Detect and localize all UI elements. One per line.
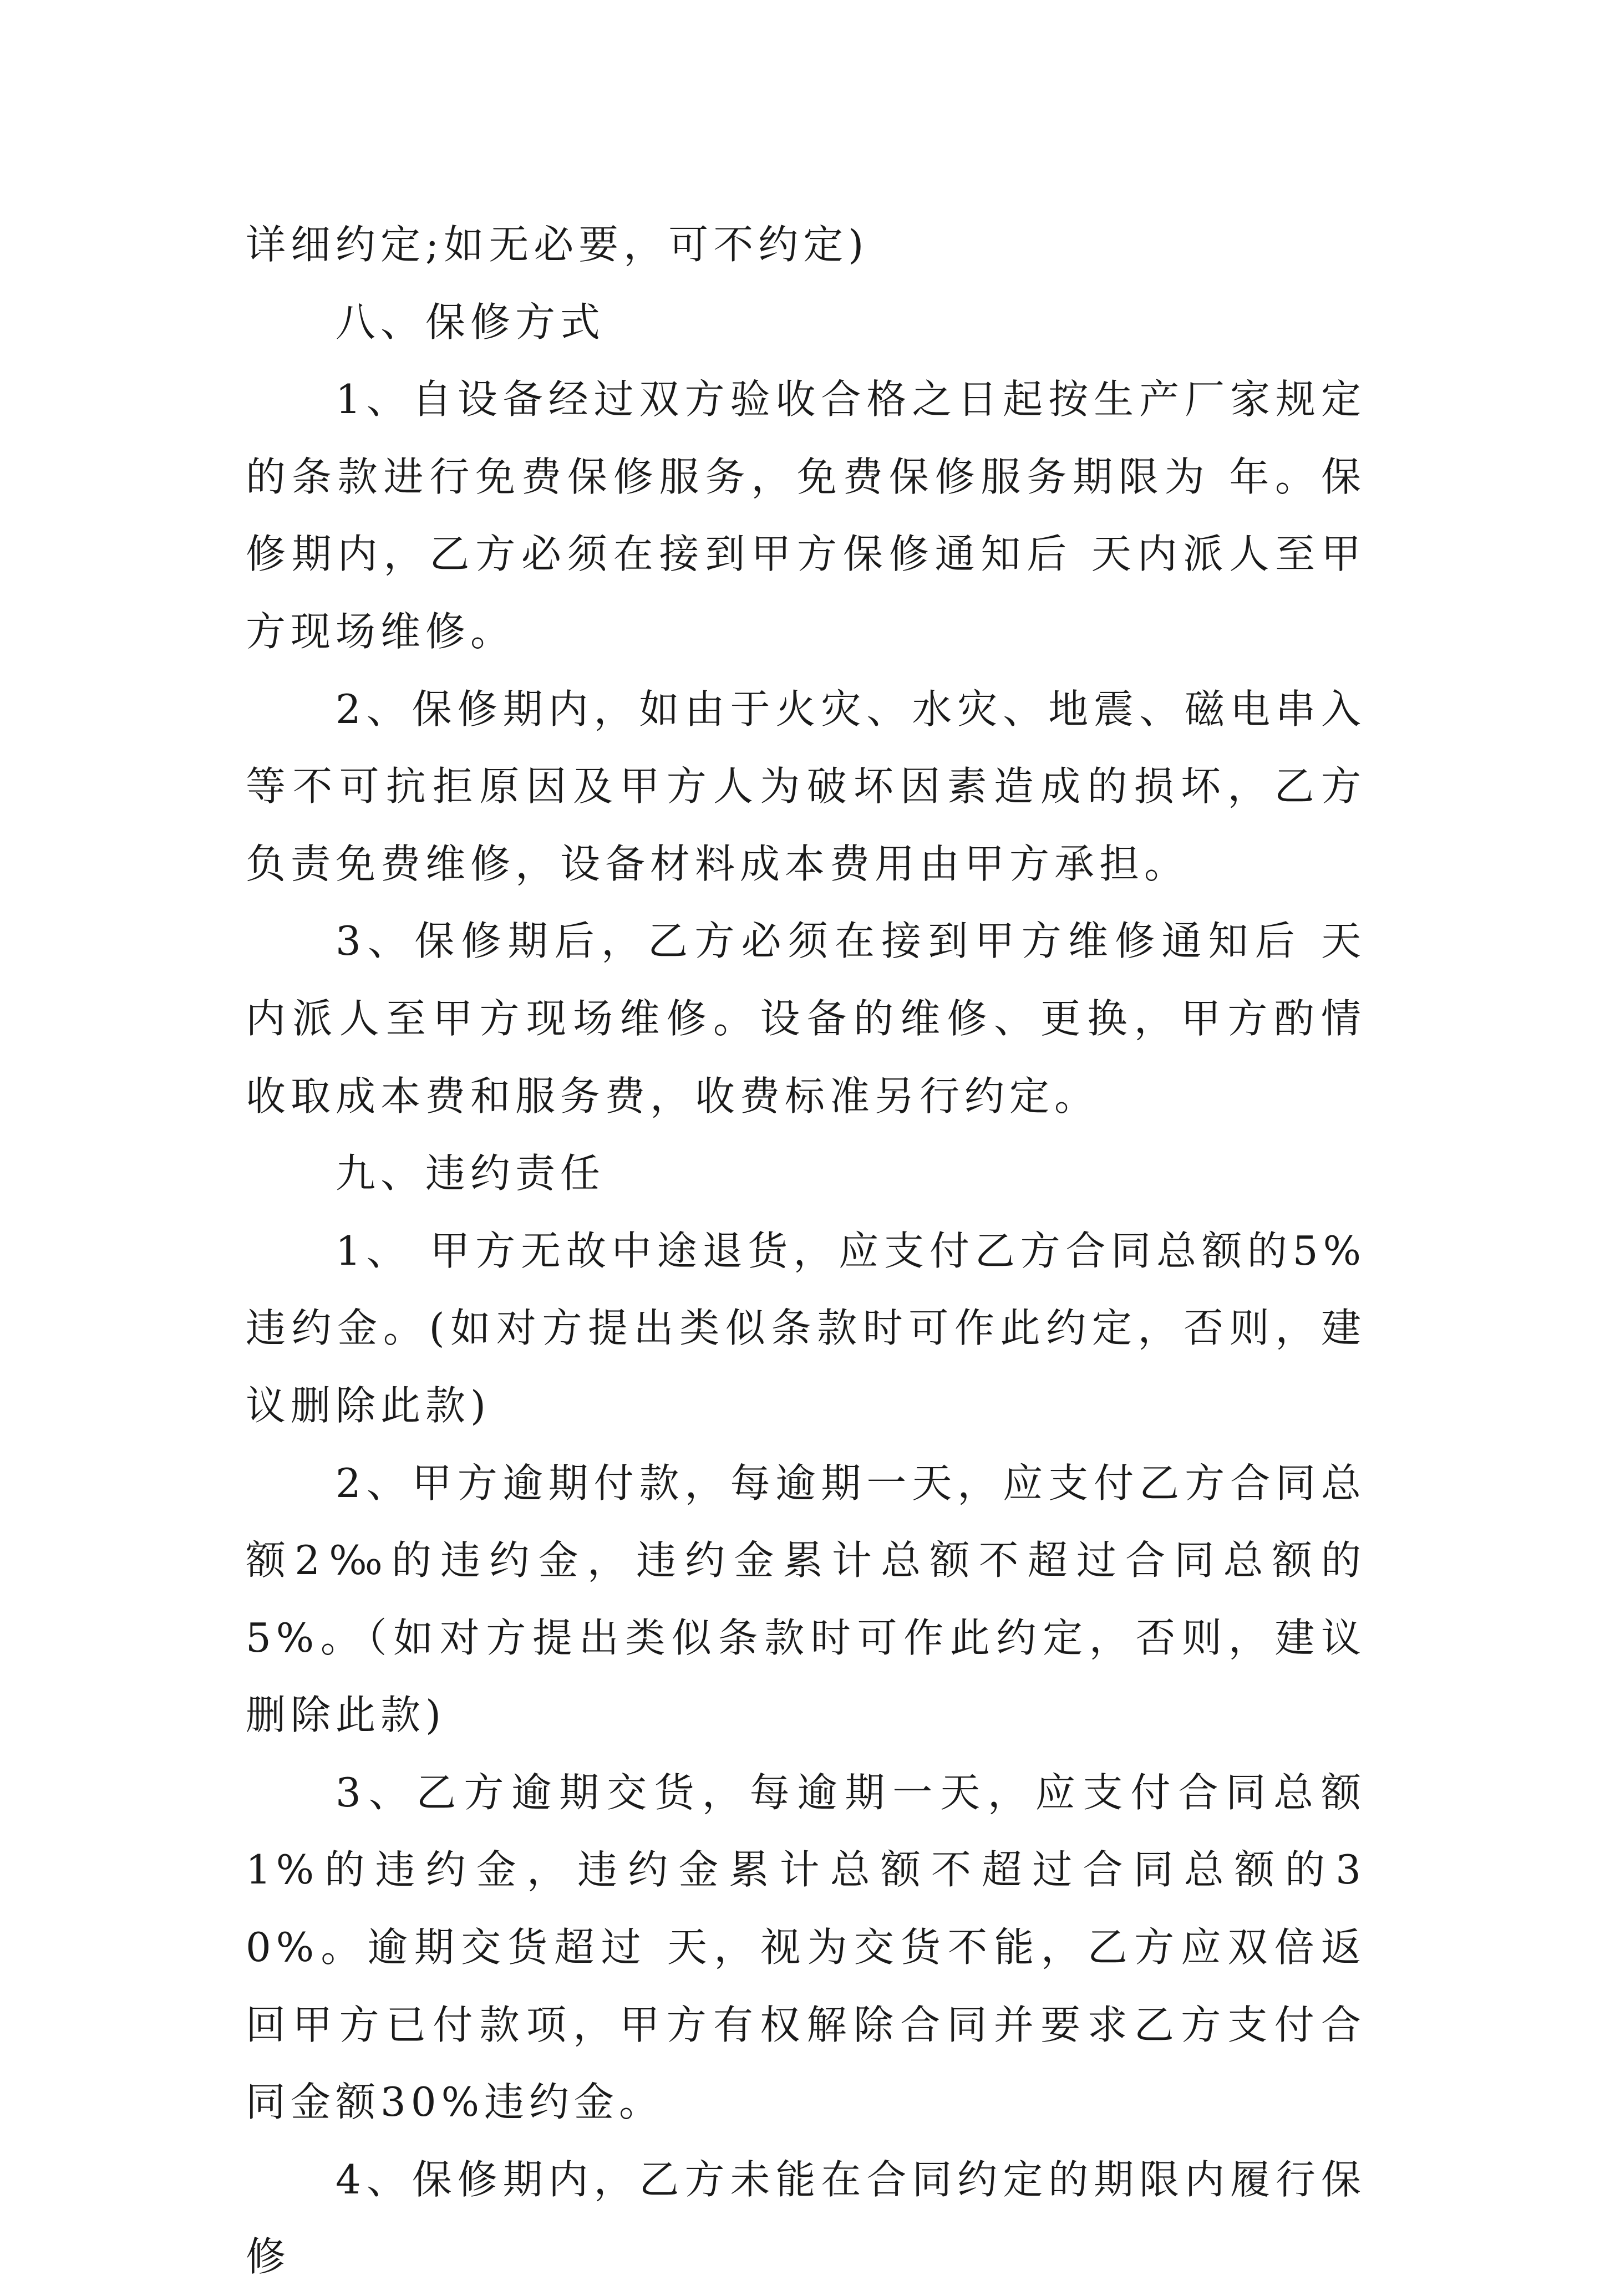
section-heading-liability: 九、违约责任	[336, 1150, 606, 1197]
paragraph-continuation: 详细约定;如无必要，可不约定)	[246, 221, 869, 268]
paragraph-warranty-1: 1、自设备经过双方验收合格之日起按生产厂家规定的条款进行免费保修服务，免费保修服务期限为 年。保修期内，乙方必须在接到甲方保修通知后 天内派人至甲方现场维修。	[246, 376, 1366, 655]
document-body	[246, 206, 1366, 2296]
paragraph-warranty-2: 2、保修期内，如由于火灾、水灾、地震、磁电串入等不可抗拒原因及甲方人为破坏因素造成的损坏，乙方负责免费维修，设备材料成本费用由甲方承担。	[246, 685, 1366, 887]
paragraph-liability-1: 1、 甲方无故中途退货，应支付乙方合同总额的5%违约金。(如对方提出类似条款时可作此约定，否则，建议删除此款)	[246, 1227, 1366, 1429]
section-heading-warranty: 八、保修方式	[336, 298, 606, 345]
paragraph-warranty-3: 3、保修期后，乙方必须在接到甲方维修通知后 天内派人至甲方现场维修。设备的维修、更换，甲方酌情收取成本费和服务费，收费标准另行约定。	[246, 918, 1366, 1119]
paragraph-liability-2: 2、甲方逾期付款，每逾期一天，应支付乙方合同总额2‰的违约金，违约金累计总额不超过合同总额的5%。（如对方提出类似条款时可作此约定，否则，建议删除此款)	[246, 1459, 1366, 1739]
paragraph-liability-3: 3、乙方逾期交货，每逾期一天，应支付合同总额1%的违约金，违约金累计总额不超过合同总额的30%。逾期交货超过 天，视为交货不能，乙方应双倍返回甲方已付款项，甲方有权解除合同并要求乙方支付合同金额30%违约金。	[246, 1769, 1366, 2126]
paragraph-liability-4: 4、保修期内，乙方未能在合同约定的期限内履行保修	[246, 2156, 1366, 2280]
